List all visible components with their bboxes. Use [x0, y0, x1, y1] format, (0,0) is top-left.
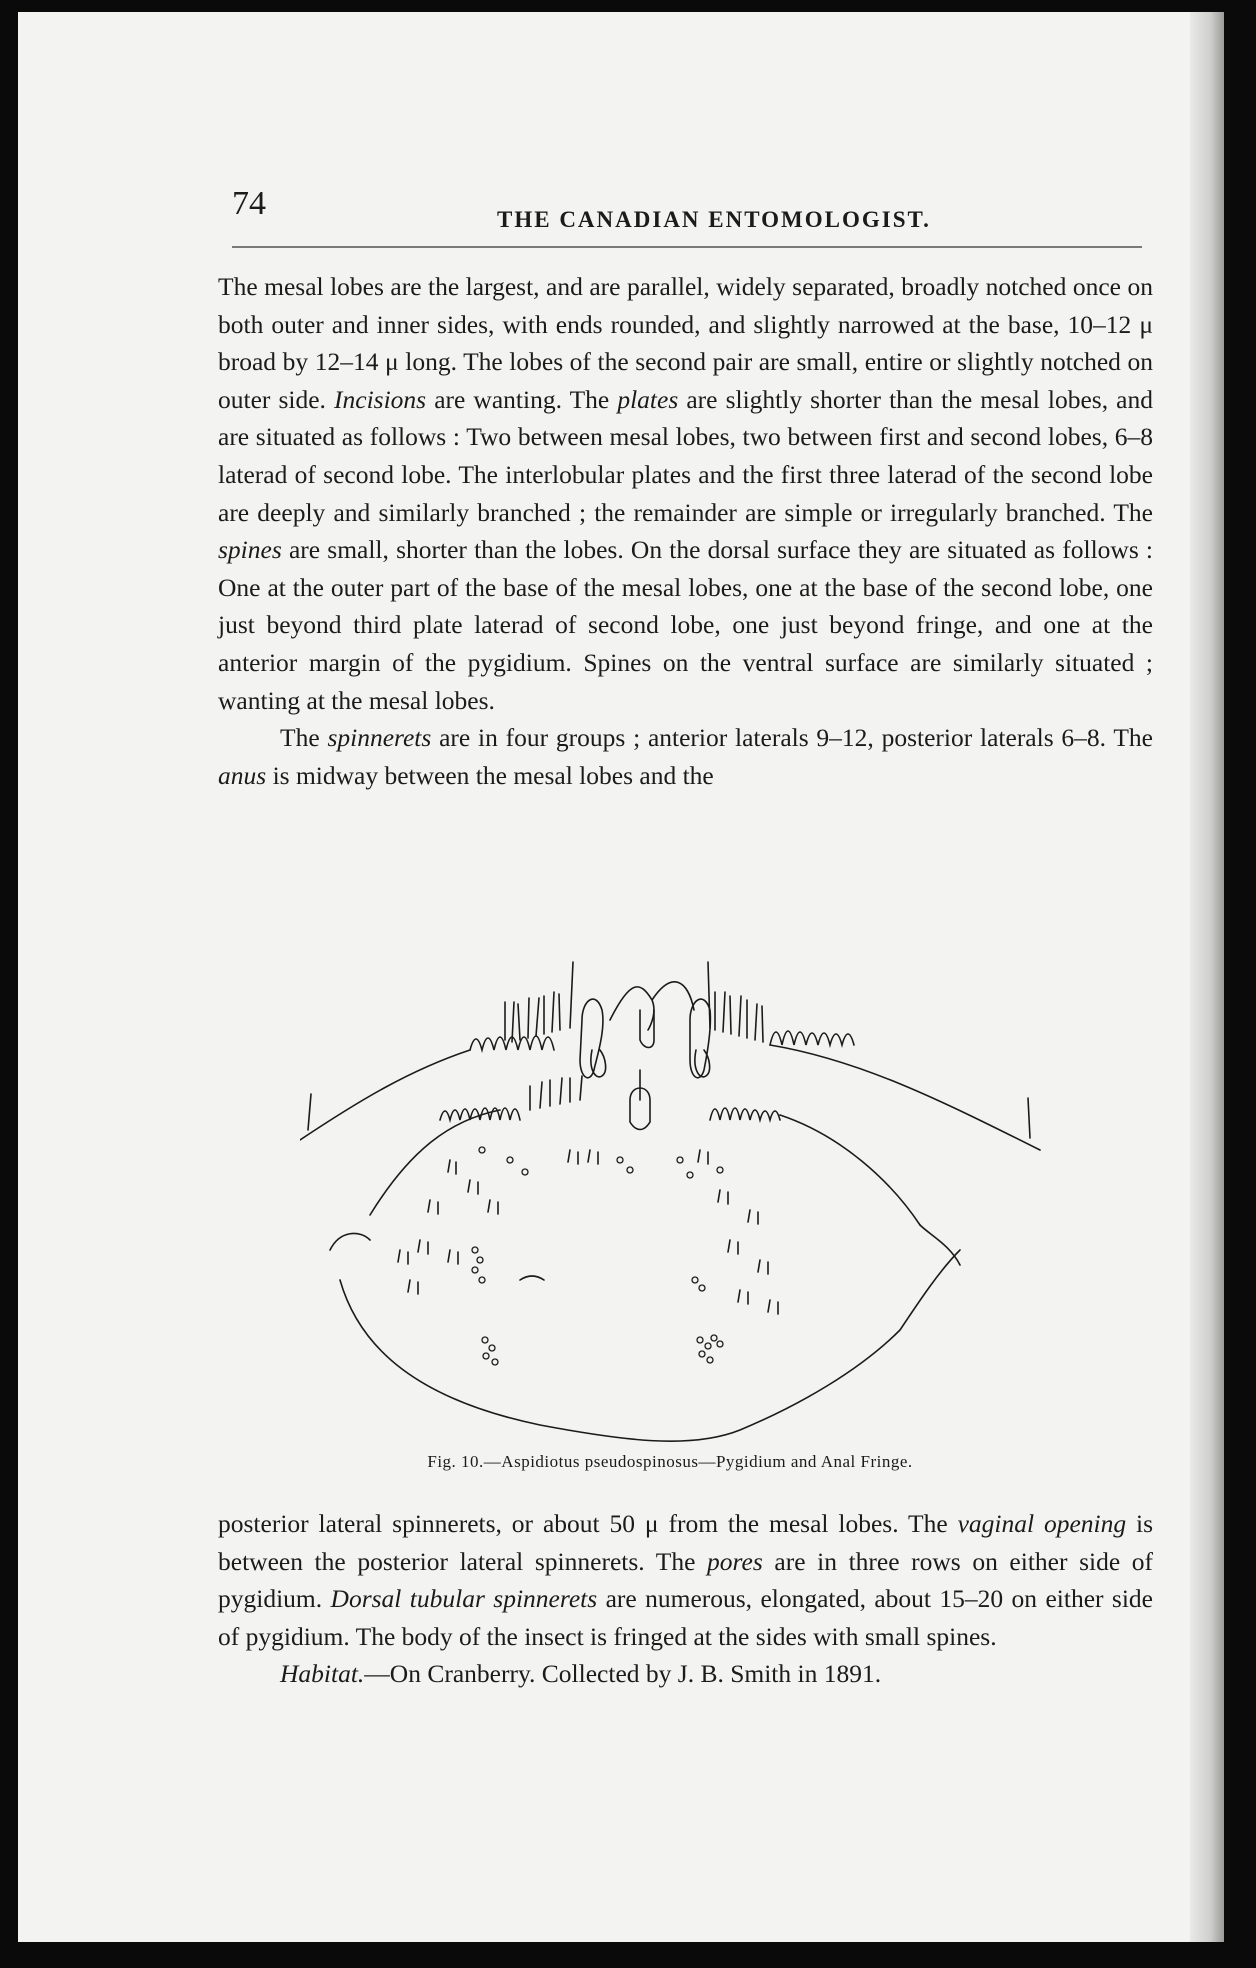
term-plates: plates: [617, 384, 679, 414]
page-number: 74: [232, 185, 266, 222]
term-dorsal-tubular-spinnerets: Dorsal tubular spinnerets: [330, 1584, 598, 1614]
header-rule: [232, 246, 1142, 248]
paragraph-lobes: The mesal lobes are the largest, and are parallel, widely separated, broadly notched once on both outer and inner sides, with ends rounded, and slightly narrowed at the base, 10–12 μ broad by 12–14 μ long. The lobes of the second pair are small, entire or slightly notched on outer side. Incisions are wanting. The plates are slightly shorter than the mesal lobes, and are situated as follows : Two between mesal lobes, two between first and second lobes, 6–8 laterad of second lobe. The interlobular plates and the first three laterad of the second lobe are deeply and similarly branched ; the remainder are simple or irregularly branched. The spines are small, shorter than the lobes. On the dorsal surface they are situated as follows : One at the outer part of the base of the mesal lobes, one at the base of the second lobe, one just beyond third plate laterad of second lobe, one just beyond fringe, and one at the anterior margin of the pygidium. Spines on the ventral surface are similarly situated ; wanting at the mesal lobes.: [218, 272, 1154, 715]
page-header: [232, 185, 1142, 245]
term-pores: pores: [707, 1546, 763, 1576]
body-text-bottom: [218, 1505, 1153, 1693]
term-spinnerets: spinnerets: [327, 723, 432, 753]
figure-caption: Fig. 10.—Aspidiotus pseudospinosus—Pygidium and Anal Fringe.: [427, 1452, 913, 1471]
paragraph-spinnerets: The spinnerets are in four groups ; anterior laterals 9–12, posterior laterals 6–8. The anus is midway between the mesal lobes and the: [218, 723, 1154, 790]
paragraph-anus-continued: posterior lateral spinnerets, or about 50 μ from the mesal lobes. The vaginal opening is between the posterior lateral spinnerets. The pores are in three rows on either side of pygidium. Dorsal tubular spinnerets are numerous, elongated, about 15–20 on either side of pygidium. The body of the insect is fringed at the sides with small spines.: [218, 1509, 1154, 1651]
pygidium-figure: [300, 950, 1070, 1450]
term-anus: anus: [218, 760, 267, 790]
page-edge: [1190, 12, 1224, 1942]
term-vaginal-opening: vaginal opening: [957, 1509, 1127, 1538]
body-text-top: [218, 268, 1153, 794]
paragraph-habitat: Habitat.—On Cranberry. Collected by J. B. Smith in 1891.: [280, 1659, 882, 1689]
term-incisions: Incisions: [334, 384, 427, 414]
running-title: THE CANADIAN ENTOMOLOGIST.: [497, 207, 931, 232]
term-spines: spines: [218, 535, 282, 565]
term-habitat: Habitat.: [280, 1659, 365, 1689]
